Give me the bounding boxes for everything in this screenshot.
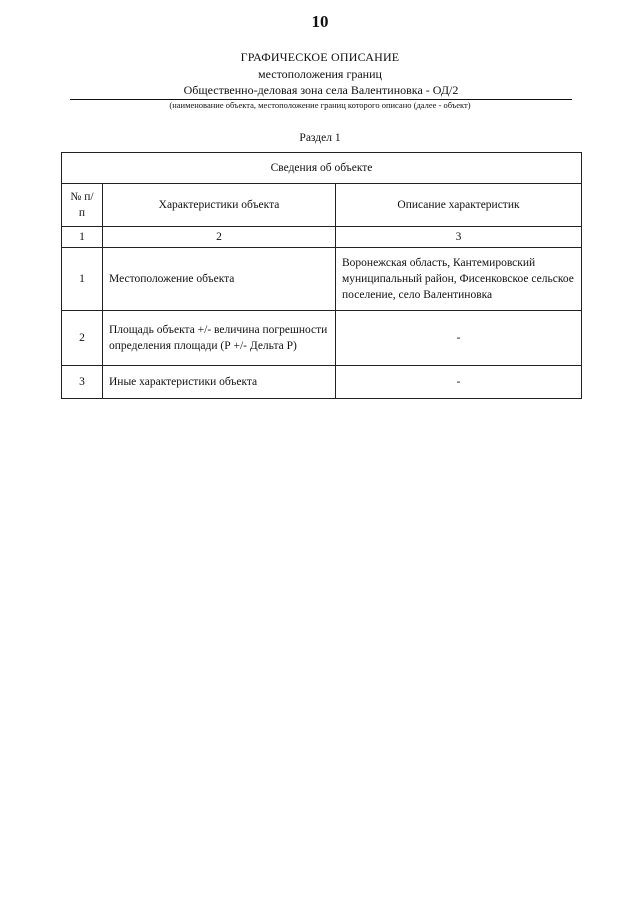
row-description: Воронежская область, Кантемировский муниципальный район, Фисенковское сельское поселение, село Валентиновка bbox=[336, 248, 582, 311]
header-characteristic: Характеристики объекта bbox=[103, 184, 336, 227]
index-cell: 1 bbox=[62, 227, 103, 248]
row-number: 3 bbox=[62, 366, 103, 399]
page-number: 10 bbox=[311, 12, 329, 31]
index-cell: 2 bbox=[103, 227, 336, 248]
document-title: ГРАФИЧЕСКОЕ ОПИСАНИЕ bbox=[240, 50, 400, 64]
header-number: № п/п bbox=[62, 184, 103, 227]
table-caption-row bbox=[62, 153, 582, 184]
table-row bbox=[62, 311, 582, 366]
row-characteristic: Местоположение объекта bbox=[103, 248, 336, 311]
object-name-caption: (наименование объекта, местоположение границ которого описано (далее - объект) bbox=[169, 100, 471, 110]
row-description: - bbox=[336, 366, 582, 399]
row-number: 1 bbox=[62, 248, 103, 311]
table-caption: Сведения об объекте bbox=[62, 153, 582, 184]
row-characteristic: Площадь объекта +/- величина погрешности определения площади (Р +/- Дельта Р) bbox=[103, 311, 336, 366]
table-header-row bbox=[62, 184, 582, 227]
header-description: Описание характеристик bbox=[336, 184, 582, 227]
section-title: Раздел 1 bbox=[299, 132, 341, 144]
table-index-row bbox=[62, 227, 582, 248]
document-subtitle: местоположения границ bbox=[258, 67, 382, 81]
row-number: 2 bbox=[62, 311, 103, 366]
object-info-table bbox=[61, 152, 582, 399]
row-characteristic: Иные характеристики объекта bbox=[103, 366, 336, 399]
row-description: - bbox=[336, 311, 582, 366]
index-cell: 3 bbox=[336, 227, 582, 248]
table-row bbox=[62, 248, 582, 311]
object-name: Общественно-деловая зона села Валентиновка - ОД/2 bbox=[70, 83, 572, 100]
table-row bbox=[62, 366, 582, 399]
